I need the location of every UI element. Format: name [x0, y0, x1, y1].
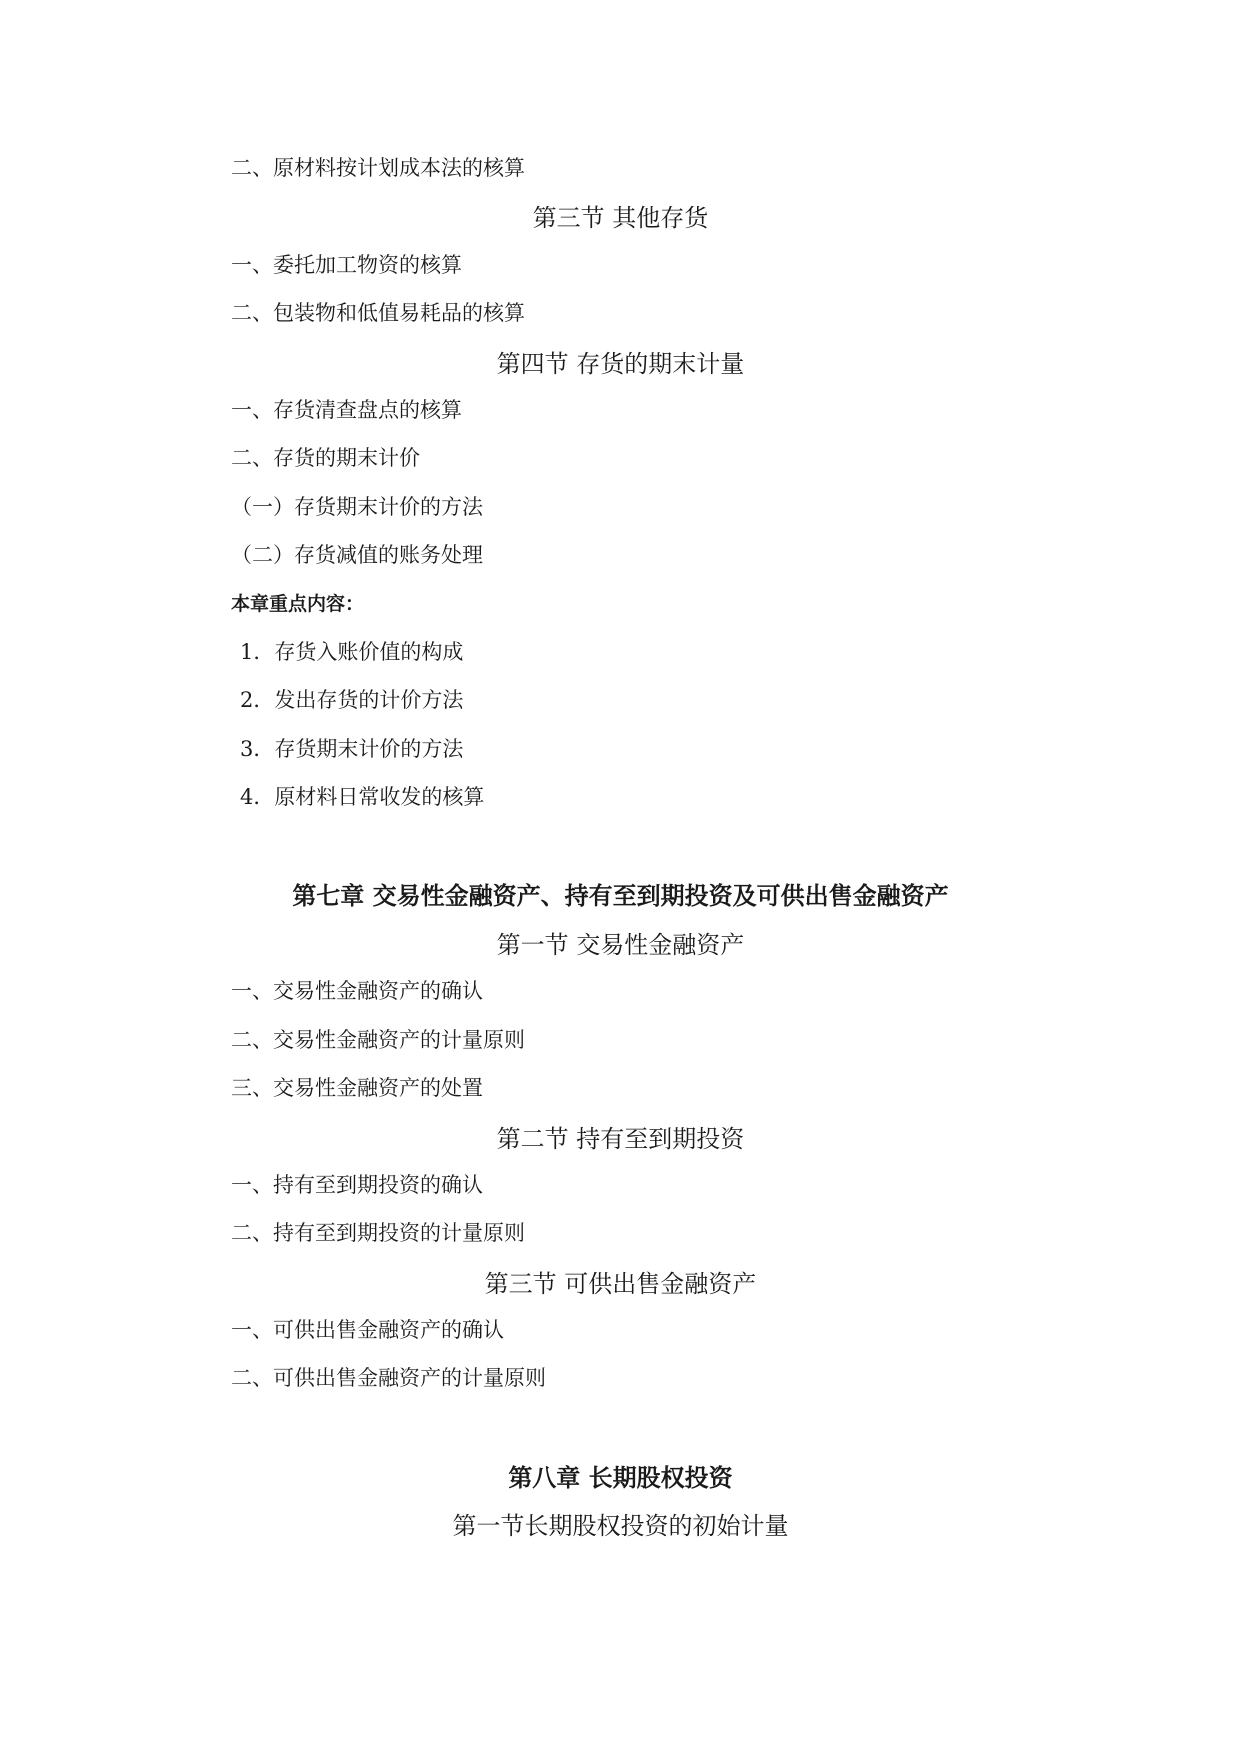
chapter-title-7: 第七章 交易性金融资产、持有至到期投资及可供出售金融资产	[292, 882, 949, 910]
list-item: 二、持有至到期投资的计量原则	[231, 1221, 525, 1245]
list-item: 二、包装物和低值易耗品的核算	[231, 301, 525, 325]
list-item: 一、持有至到期投资的确认	[231, 1173, 483, 1197]
list-item-materials-plan-cost: 二、原材料按计划成本法的核算	[231, 156, 525, 180]
list-item: （二）存货减值的账务处理	[231, 543, 483, 567]
key-point-item: 3．存货期末计价的方法	[240, 737, 464, 761]
list-item: 二、可供出售金融资产的计量原则	[231, 1366, 546, 1390]
section-heading-period-end-measurement: 第四节 存货的期末计量	[496, 350, 745, 378]
key-point-item: 4．原材料日常收发的核算	[240, 785, 485, 809]
key-points-heading: 本章重点内容：	[231, 593, 365, 615]
list-item: 一、委托加工物资的核算	[231, 253, 462, 277]
section-heading-other-inventory: 第三节 其他存货	[532, 204, 709, 232]
section-heading-initial-measurement: 第一节长期股权投资的初始计量	[452, 1512, 789, 1540]
list-item: 一、交易性金融资产的确认	[231, 979, 483, 1003]
list-item: 一、存货清查盘点的核算	[231, 398, 462, 422]
list-item: （一）存货期末计价的方法	[231, 495, 483, 519]
list-item: 三、交易性金融资产的处置	[231, 1076, 483, 1100]
chapter-title-8: 第八章 长期股权投资	[508, 1464, 733, 1492]
key-point-item: 2．发出存货的计价方法	[240, 688, 464, 712]
section-heading-trading-financial-assets: 第一节 交易性金融资产	[496, 931, 745, 959]
section-heading-held-to-maturity: 第二节 持有至到期投资	[496, 1125, 745, 1153]
section-heading-available-for-sale: 第三节 可供出售金融资产	[484, 1270, 757, 1298]
list-item: 二、存货的期末计价	[231, 446, 420, 470]
list-item: 一、可供出售金融资产的确认	[231, 1318, 504, 1342]
key-point-item: 1．存货入账价值的构成	[240, 640, 464, 664]
list-item: 二、交易性金融资产的计量原则	[231, 1028, 525, 1052]
